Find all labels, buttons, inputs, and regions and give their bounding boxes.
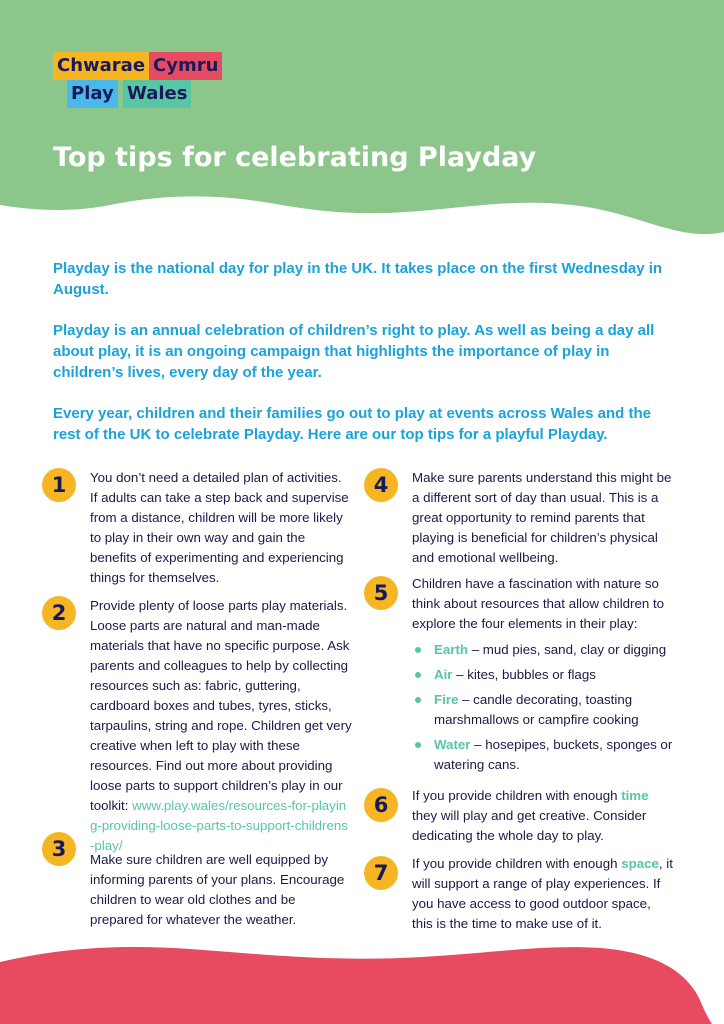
list-item xyxy=(412,690,680,730)
tip-text: Make sure parents understand this might be a different sort of day than usual. This is a great opportunity to remind parents that playing is beneficial for children’s physical and emotional wellbeing. xyxy=(412,470,672,565)
tip-text-pre: If you provide children with enough xyxy=(412,788,622,803)
logo-word-cymru: Cymru xyxy=(149,52,222,80)
tip-text-pre: If you provide children with enough xyxy=(412,856,622,871)
bullet-icon xyxy=(415,647,421,653)
page-title: Top tips for celebrating Playday xyxy=(53,142,537,173)
footer-pink-wave xyxy=(0,947,712,1024)
tip-5 xyxy=(364,574,684,780)
element-name: Fire xyxy=(434,692,459,707)
logo-word-chwarae: Chwarae xyxy=(53,52,149,80)
highlight-space: space xyxy=(621,856,659,871)
tip-text xyxy=(412,786,674,846)
toolkit-link[interactable]: www.play.wales/resources-for-playing-providing-loose-parts-to-support-childrens-play/ xyxy=(90,798,348,853)
element-name: Earth xyxy=(434,642,468,657)
tip-4 xyxy=(364,468,684,568)
list-item xyxy=(412,640,680,660)
logo-word-wales: Wales xyxy=(123,80,191,108)
tip-3 xyxy=(42,832,362,930)
tip-1 xyxy=(42,468,362,588)
list-item xyxy=(412,665,680,685)
element-desc: – hosepipes, buckets, sponges or watering cans. xyxy=(434,737,673,772)
tip-text xyxy=(90,596,352,856)
intro-paragraph-2: Playday is an annual celebration of children’s right to play. As well as being a day all about play, it is an ongoing campaign that highlights the importance of play in children’s lives, every day of the year. xyxy=(53,322,655,381)
intro-paragraph-3: Every year, children and their families go out to play at events across Wales and the rest of the UK to celebrate Playday. Here are our top tips for a playful Playday. xyxy=(53,405,651,443)
bullet-icon xyxy=(415,672,421,678)
tip-7 xyxy=(364,854,684,934)
element-desc: – candle decorating, toasting marshmallows or campfire cooking xyxy=(434,692,639,727)
tip-number-badge: 6 xyxy=(364,788,398,822)
elements-list xyxy=(412,640,680,775)
logo-word-play: Play xyxy=(67,80,118,108)
intro-paragraph-1: Playday is the national day for play in the UK. It takes place on the first Wednesday in August. xyxy=(53,260,663,298)
tip-number-badge: 1 xyxy=(42,468,76,502)
play-wales-logo xyxy=(53,52,228,108)
bullet-icon xyxy=(415,697,421,703)
highlight-time: time xyxy=(621,788,649,803)
element-name: Air xyxy=(434,667,453,682)
tip-6 xyxy=(364,786,684,846)
intro-section xyxy=(53,258,663,465)
tip-text-post: , it will support a range of play experiences. If you have access to good outdoor space, this is the time to make use of it. xyxy=(412,856,673,931)
element-desc: – mud pies, sand, clay or digging xyxy=(468,642,667,657)
tip-2 xyxy=(42,596,362,856)
tip-number-badge: 4 xyxy=(364,468,398,502)
list-item xyxy=(412,735,680,775)
header-green-wave xyxy=(0,0,724,234)
tip-number-badge: 5 xyxy=(364,576,398,610)
tip-text-body: Provide plenty of loose parts play materials. Loose parts are natural and man-made materials that have no specific purpose. Ask parents and colleagues to help by collecting resources such as: fabric, guttering, cardboard boxes and tubes, tyres, sticks, tarpaulins, string and rope. Children get very creative when left to play with these resources. Find out more about providing loose parts to support children’s play in our toolkit: xyxy=(90,598,352,813)
tip-number-badge: 3 xyxy=(42,832,76,866)
tip-text xyxy=(412,854,674,934)
element-name: Water xyxy=(434,737,471,752)
element-desc: – kites, bubbles or flags xyxy=(452,667,596,682)
tip-text: Make sure children are well equipped by informing parents of your plans. Encourage children to wear old clothes and be prepared for whatever the weather. xyxy=(90,852,345,927)
tip-text: Children have a fascination with nature so think about resources that allow children to explore the four elements in their play: xyxy=(412,576,665,631)
tip-text-post: they will play and get creative. Consider dedicating the whole day to play. xyxy=(412,808,647,843)
bullet-icon xyxy=(415,742,421,748)
tip-number-badge: 2 xyxy=(42,596,76,630)
tip-number-badge: 7 xyxy=(364,856,398,890)
tip-text: You don’t need a detailed plan of activities. If adults can take a step back and supervise from a distance, children will be more likely to play in their own way and gain the benefits of experimenting and experiencing things for themselves. xyxy=(90,470,349,585)
